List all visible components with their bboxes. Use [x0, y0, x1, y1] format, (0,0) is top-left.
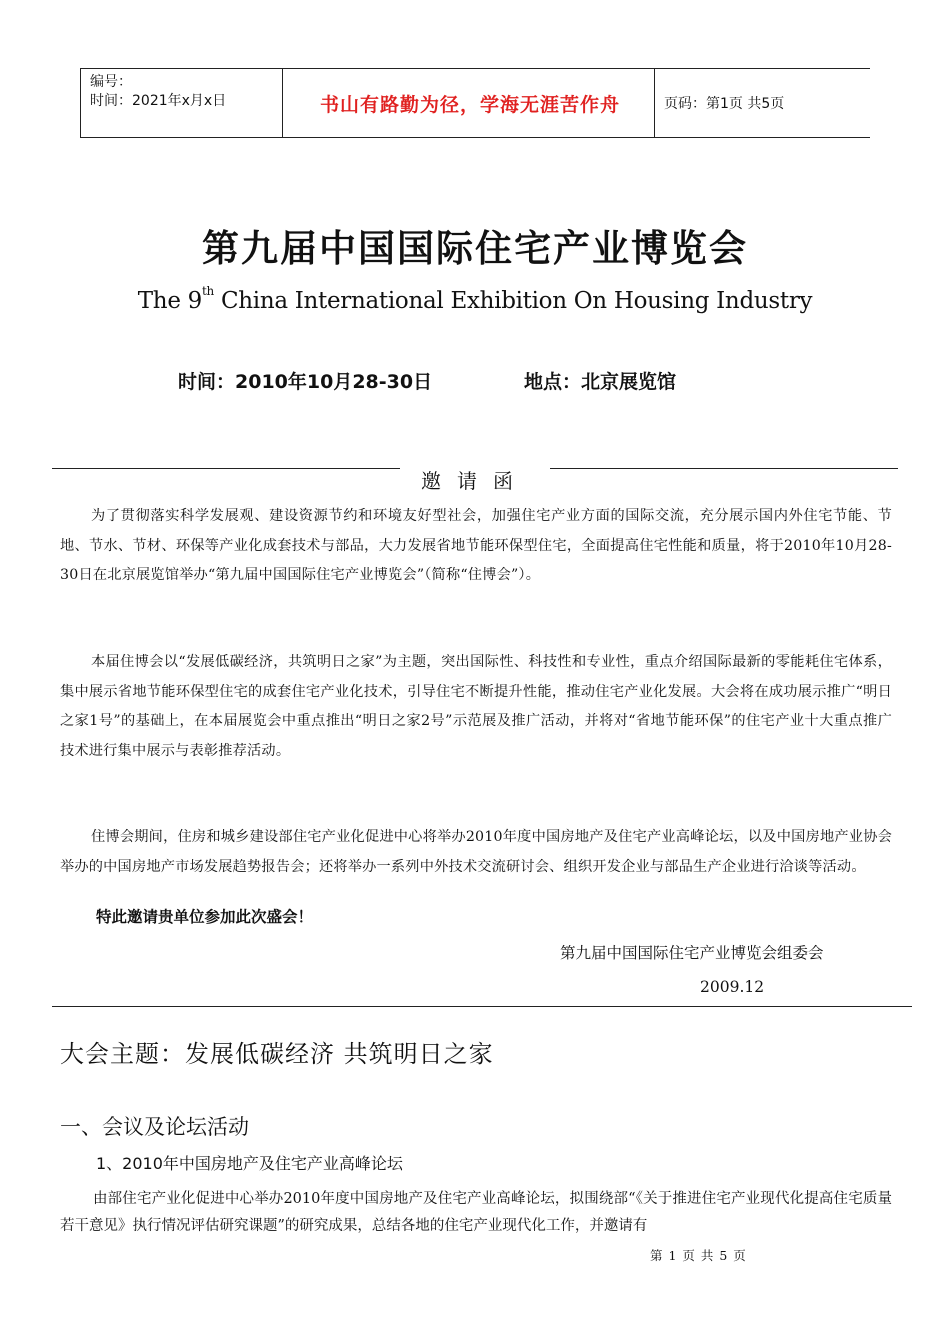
page-title: 第九届中国国际住宅产业博览会: [202, 227, 748, 270]
invitation-heading: 邀请函: [400, 465, 550, 494]
invitation-paragraph-1: 为了贯彻落实科学发展观、建设资源节约和环境友好型社会，加强住宅产业方面的国际交流，充分展示国内外住宅节能、节地、节水、节材、环保等产业化成套技术与部品，大力发展省地节能环保型住宅，全面提高住宅性能和质量，将于2010年10月28-30日在北京展览馆举办“第九届中国国际住宅产业博览会”（简称“住博会”）。: [60, 508, 892, 583]
page-footer: 第 1 页 共 5 页: [650, 1248, 747, 1263]
event-time: 时间：2010年10月28-30日: [178, 371, 433, 393]
document-header: [80, 68, 870, 138]
header-divider: [282, 69, 283, 137]
header-time: 时间：2021年x月x日: [90, 93, 227, 109]
header-number: 编号：: [90, 74, 132, 90]
header-motto: 书山有路勤为径，学海无涯苦作舟: [319, 93, 620, 116]
title-english-post: China International Exhibition On Housing Industry: [213, 288, 813, 314]
subsection-paragraph: 由部住宅产业化促进中心举办2010年度中国房地产及住宅产业高峰论坛，拟围绕部“《关于推进住宅产业现代化提高住宅质量若干意见》执行情况评估研究课题”的研究成果，总结各地的住宅产业现代化工作，并邀请有: [60, 1191, 892, 1234]
invitation-paragraph-3: 住博会期间，住房和城乡建设部住宅产业化促进中心将举办2010年度中国房地产及住宅产业高峰论坛，以及中国房地产业协会举办的中国房地产市场发展趋势报告会；还将举办一系列中外技术交流研讨会、组织开发企业与部品生产企业进行洽谈等活动。: [60, 829, 892, 875]
event-place: 地点：北京展览馆: [524, 371, 677, 393]
title-english-sup: th: [201, 284, 214, 298]
subsection-heading: 1、2010年中国房地产及住宅产业高峰论坛: [96, 1154, 403, 1173]
header-divider: [80, 69, 81, 137]
invitation-date: 2009.12: [700, 978, 765, 996]
section-divider: [52, 1006, 912, 1007]
header-page-info: 页码：第1页 共5页: [664, 96, 785, 112]
title-english-pre: The 9: [137, 288, 202, 314]
invitation-paragraph-2: 本届住博会以“发展低碳经济，共筑明日之家”为主题，突出国际性、科技性和专业性，重点介绍国际最新的零能耗住宅体系，集中展示省地节能环保型住宅的成套住宅产业化技术，引导住宅不断提升性能，推动住宅产业化发展。大会将在成功展示推广“明日之家1号”的基础上，在本届展览会中重点推出“明日之家2号”示范展及推广活动，并将对“省地节能环保”的住宅产业十大重点推广技术进行集中展示与表彰推荐活动。: [60, 654, 892, 759]
invitation-closing: 特此邀请贵单位参加此次盛会！: [96, 908, 314, 926]
header-meta: [90, 73, 226, 111]
section-heading: 一、会议及论坛活动: [60, 1115, 249, 1139]
page-title-english: [0, 284, 950, 314]
invitation-signature: 第九届中国国际住宅产业博览会组委会: [560, 944, 824, 962]
conference-theme: 大会主题：发展低碳经济 共筑明日之家: [60, 1040, 494, 1068]
